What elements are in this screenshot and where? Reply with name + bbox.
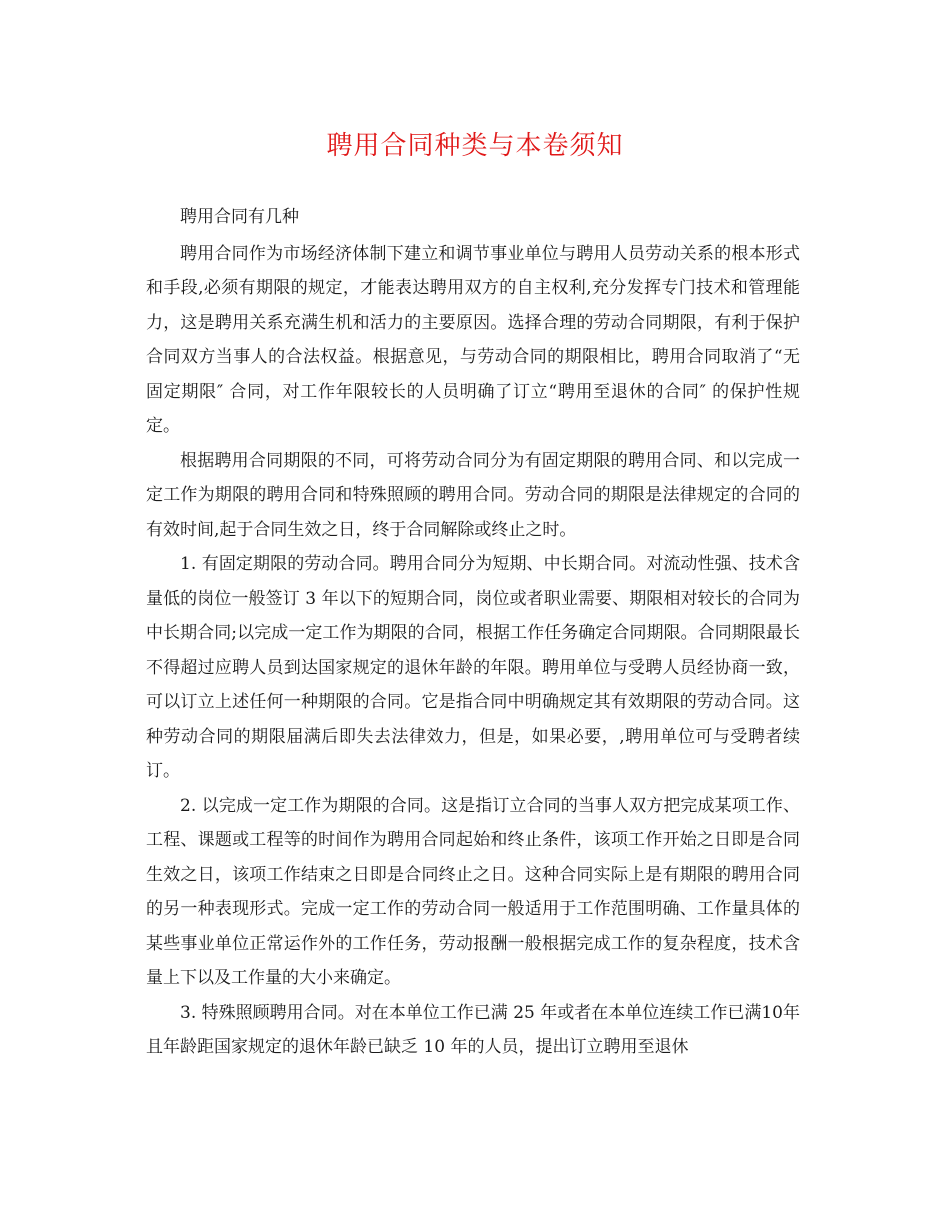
paragraph-classification: 根据聘用合同期限的不同，可将劳动合同分为有固定期限的聘用合同、和以完成一定工作为期限的聘用合同和特殊照顾的聘用合同。劳动合同的期限是法律规定的合同的有效时间,起于合同生效之日，终于合同解除或终止之时。 xyxy=(146,450,800,540)
paragraph-item-1: 1. 有固定期限的劳动合同。聘用合同分为短期、中长期合同。对流动性强、技术含量低的岗位一般签订 3 年以下的短期合同，岗位或者职业需要、期限相对较长的合同为中长期合同;以完成一定工作为期限的合同，根据工作任务确定合同期限。合同期限最长不得超过应聘人员到达国家规定的退休年龄的年限。聘用单位与受聘人员经协商一致，可以订立上述任何一种期限的合同。它是指合同中明确规定其有效期限的劳动合同。这种劳动合同的期限届满后即失去法律效力，但是，如果必要，,聘用单位可与受聘者续订。 xyxy=(146,554,800,781)
paragraph-item-3: 3. 特殊照顾聘用合同。对在本单位工作已满 25 年或者在本单位连续工作已满10年且年龄距国家规定的退休年龄已缺乏 10 年的人员，提出订立聘用至退休 xyxy=(146,1002,800,1057)
section-subheading: 聘用合同有几种 xyxy=(180,207,299,227)
document-title: 聘用合同种类与本卷须知 xyxy=(326,131,624,161)
paragraph-intro: 聘用合同作为市场经济体制下建立和调节事业单位与聘用人员劳动关系的根本形式和手段,必须有期限的规定，才能表达聘用双方的自主权利,充分发挥专门技术和管理能力，这是聘用关系充满生机和活力的主要原因。选择合理的劳动合同期限，有利于保护合同双方当事人的合法权益。根据意见，与劳动合同的期限相比，聘用合同取消了“无固定期限″ 合同，对工作年限较长的人员明确了订立“聘用至退休的合同″ 的保护性规定。 xyxy=(146,243,800,436)
paragraph-item-2: 2. 以完成一定工作为期限的合同。这是指订立合同的当事人双方把完成某项工作、工程、课题或工程等的时间作为聘用合同起始和终止条件，该项工作开始之日即是合同生效之日，该项工作结束之日即是合同终止之日。这种合同实际上是有期限的聘用合同的另一种表现形式。完成一定工作的劳动合同一般适用于工作范围明确、工作量具体的某些事业单位正常运作外的工作任务，劳动报酬一般根据完成工作的复杂程度，技术含量上下以及工作量的大小来确定。 xyxy=(146,795,800,988)
document-body xyxy=(146,200,800,1065)
